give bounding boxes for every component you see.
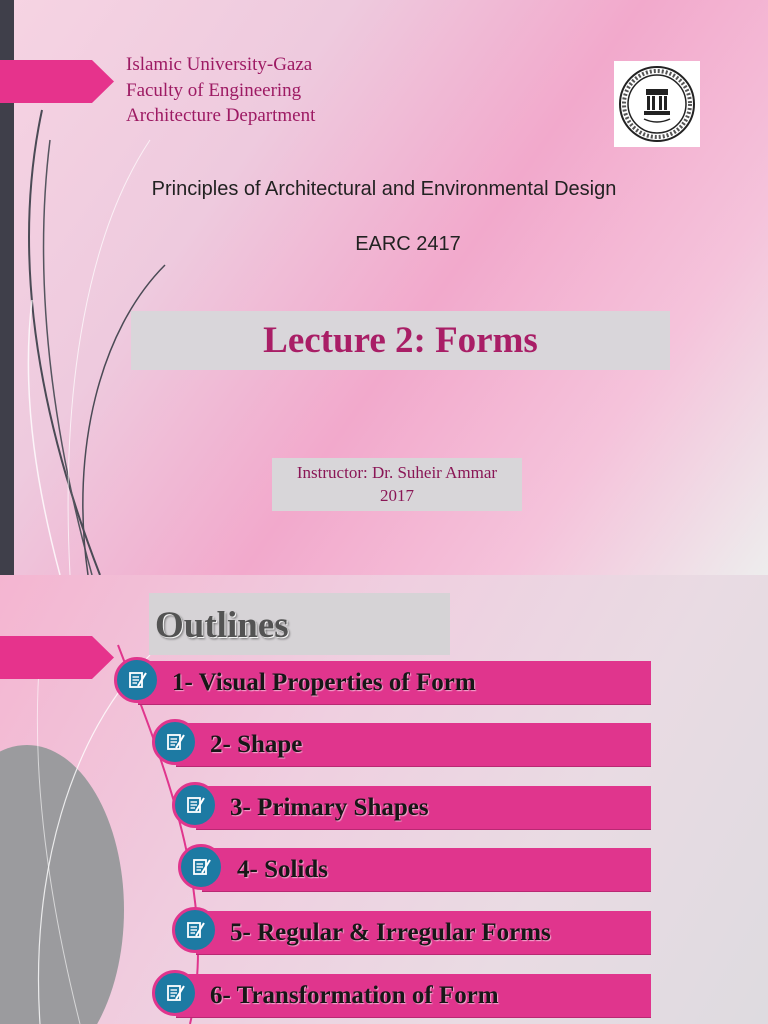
document-edit-icon <box>152 719 198 765</box>
lecture-title: Lecture 2: Forms <box>263 320 538 361</box>
document-edit-icon <box>152 970 198 1016</box>
outline-item-label: 1- Visual Properties of Form <box>172 669 476 696</box>
outline-item-label: 5- Regular & Irregular Forms <box>230 919 551 946</box>
document-edit-icon <box>172 907 218 953</box>
outline-slide <box>0 575 768 1024</box>
outline-item <box>0 661 768 704</box>
lecture-title-box <box>131 311 670 370</box>
department-name: Architecture Department <box>126 105 316 126</box>
outlines-heading: Outlines <box>155 605 289 646</box>
instructor-name: Instructor: Dr. Suheir Ammar <box>296 463 498 482</box>
lecture-year: 2017 <box>380 486 414 505</box>
university-seal-icon <box>614 61 700 147</box>
course-code: EARC 2417 <box>355 233 461 255</box>
outline-item-label: 6- Transformation of Form <box>210 982 499 1009</box>
outline-item <box>0 786 768 829</box>
university-name: Islamic University-Gaza <box>126 54 313 75</box>
document-edit-icon <box>114 657 160 703</box>
university-block <box>126 52 315 129</box>
document-edit-icon <box>178 844 224 890</box>
outline-item <box>0 911 768 954</box>
outline-item-label: 2- Shape <box>210 731 303 758</box>
faculty-name: Faculty of Engineering <box>126 79 302 101</box>
document-edit-icon <box>172 782 218 828</box>
outline-item <box>0 974 768 1017</box>
outlines-heading-box <box>149 593 450 655</box>
outline-item <box>0 723 768 766</box>
course-title: Principles of Architectural and Environmental Design <box>151 178 617 200</box>
outline-item-label: 4- Solids <box>237 856 329 883</box>
outline-item <box>0 848 768 891</box>
instructor-box <box>272 458 522 511</box>
pink-arrow-tab <box>0 60 114 103</box>
outline-item-label: 3- Primary Shapes <box>230 794 429 821</box>
